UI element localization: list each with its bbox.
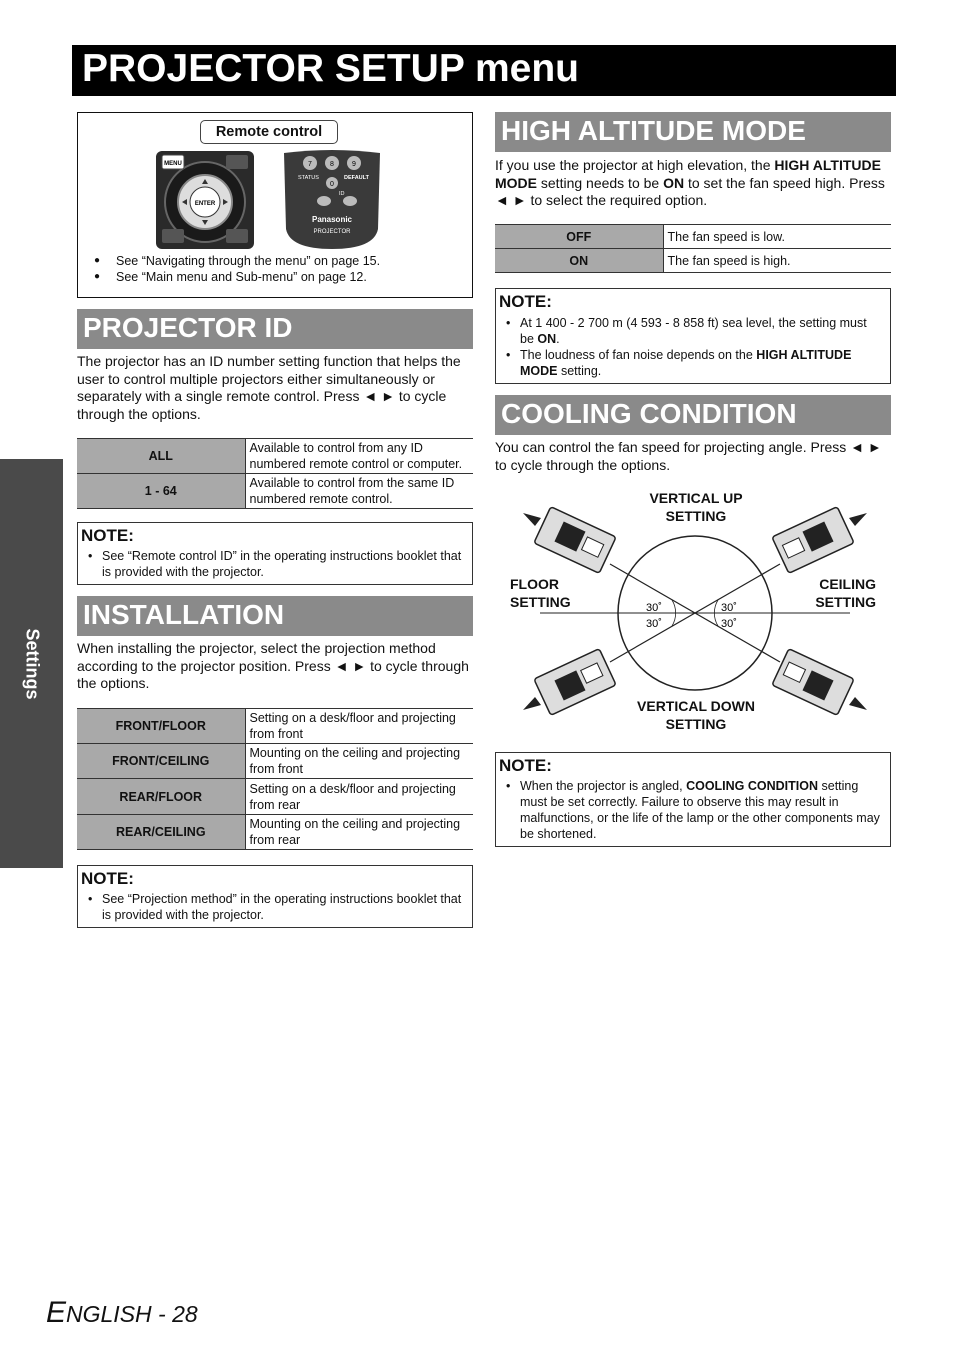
projector-id-body: The projector has an ID number setting function that helps the user to control multiple projectors either simultaneously or separately with a single remote control. Press ◄ ► to cycle through the options.: [77, 353, 461, 422]
note-item: • When the projector is angled, COOLING CONDITION setting must be set correctly. Failure to observe this may result in malfunctions, or the life of the lamp or the other components may be shortened.: [520, 778, 884, 842]
option-key: FRONT/CEILING: [77, 744, 245, 779]
brand-label: Panasonic: [311, 215, 353, 224]
note-title: NOTE:: [499, 756, 552, 775]
projector-icon: [772, 649, 854, 716]
high-altitude-table: [495, 224, 891, 273]
table-row: [77, 744, 473, 779]
note-item: • See “Remote control ID” in the operating instructions booklet that is provided with the projector.: [102, 548, 466, 580]
arrow-icon: [849, 513, 867, 526]
projector-id-note: [77, 522, 473, 585]
option-value: The fan speed is low.: [663, 225, 891, 249]
cooling-heading-bar: [495, 395, 891, 435]
note-item: • At 1 400 - 2 700 m (4 593 - 8 858 ft) sea level, the setting must be ON.: [520, 315, 884, 347]
option-value: Available to control from any ID numbered remote control or computer.: [245, 439, 473, 474]
projector-icon: [534, 649, 616, 716]
angle-label: 30˚: [721, 602, 737, 614]
angle-label: 30˚: [646, 618, 662, 630]
installation-table: [77, 708, 473, 850]
page-title-bar: [72, 45, 896, 96]
status-button-label: STATUS: [298, 175, 319, 181]
table-row: [77, 815, 473, 850]
option-value: Available to control from the same ID numbered remote control.: [245, 474, 473, 509]
note-item: • See “Projection method” in the operating instructions booklet that is provided with the projector.: [102, 891, 466, 923]
ceiling-setting-label: CEILING SETTING: [815, 576, 876, 610]
high-altitude-heading-bar: [495, 112, 891, 152]
arrow-icon: [849, 697, 867, 710]
angle-label: 30˚: [721, 618, 737, 630]
side-tab-label: Settings: [22, 627, 42, 700]
table-row: [77, 779, 473, 815]
note-title: NOTE:: [81, 526, 134, 545]
installation-note: [77, 865, 473, 928]
projector-id-table: [77, 438, 473, 509]
high-altitude-heading: HIGH ALTITUDE MODE: [501, 115, 806, 146]
remote-bullet: ● See “Navigating through the menu” on page 15.: [94, 253, 380, 269]
angle-label: 30˚: [646, 602, 662, 614]
option-value: Mounting on the ceiling and projecting from front: [245, 744, 473, 779]
key-0-label: 0: [330, 181, 334, 188]
option-key: FRONT/FLOOR: [77, 709, 245, 744]
option-value: The fan speed is high.: [663, 249, 891, 273]
option-value: Mounting on the ceiling and projecting from rear: [245, 815, 473, 850]
option-key: OFF: [495, 225, 663, 249]
floor-setting-label: FLOOR SETTING: [510, 576, 571, 610]
cooling-heading: COOLING CONDITION: [501, 398, 797, 429]
table-row: [77, 474, 473, 509]
table-row: [77, 439, 473, 474]
option-key: 1 - 64: [77, 474, 245, 509]
projector-id-heading: PROJECTOR ID: [83, 312, 293, 343]
key-8-label: 8: [330, 161, 334, 168]
page-footer: ENGLISH - 28: [46, 1296, 198, 1329]
note-title: NOTE:: [499, 292, 552, 311]
projector-icon: [534, 507, 616, 574]
installation-body: When installing the projector, select the projection method according to the projector position. Press ◄ ► to cycle through the options.: [77, 640, 469, 691]
vertical-down-label: VERTICAL DOWN SETTING: [637, 698, 755, 732]
vertical-up-label: VERTICAL UP SETTING: [649, 490, 743, 524]
option-value: Setting on a desk/floor and projecting from front: [245, 709, 473, 744]
note-title: NOTE:: [81, 869, 134, 888]
page-title: PROJECTOR SETUP menu: [82, 47, 580, 90]
projector-id-heading-bar: [77, 309, 473, 349]
cooling-note: [495, 752, 891, 847]
cooling-body: You can control the fan speed for projecting angle. Press ◄ ► to cycle through the options.: [495, 439, 882, 473]
table-row: [495, 225, 891, 249]
table-row: [495, 249, 891, 273]
remote-control-box: [77, 112, 473, 298]
option-key: ALL: [77, 439, 245, 474]
id-button-label: ID: [339, 191, 345, 197]
high-altitude-note: [495, 288, 891, 384]
option-key: REAR/CEILING: [77, 815, 245, 850]
installation-heading-bar: [77, 596, 473, 636]
key-7-label: 7: [308, 161, 312, 168]
option-key: ON: [495, 249, 663, 273]
option-value: Setting on a desk/floor and projecting from rear: [245, 779, 473, 815]
note-item: • The loudness of fan noise depends on the HIGH ALTITUDE MODE setting.: [520, 347, 884, 379]
table-row: [77, 709, 473, 744]
enter-button-label: ENTER: [194, 201, 216, 207]
option-key: REAR/FLOOR: [77, 779, 245, 815]
arrow-icon: [523, 513, 541, 526]
arrow-icon: [523, 697, 541, 710]
projector-icon: [772, 507, 854, 574]
remote-bullet: ● See “Main menu and Sub-menu” on page 12.: [94, 269, 380, 285]
remote-bullets: [94, 253, 380, 285]
installation-heading: INSTALLATION: [83, 599, 285, 630]
remote-control-label: Remote control: [200, 120, 338, 144]
menu-button-label: MENU: [164, 161, 182, 167]
high-altitude-body: If you use the projector at high elevation, the HIGH ALTITUDE MODE setting needs to be ON to set the fan speed high. Press ◄ ► to select the required option.: [495, 157, 885, 208]
model-label: PROJECTOR: [313, 229, 351, 235]
side-tab: [0, 459, 63, 868]
remote-control-illustration: [152, 149, 392, 253]
default-button-label: DEFAULT: [344, 175, 369, 181]
key-9-label: 9: [352, 161, 356, 168]
